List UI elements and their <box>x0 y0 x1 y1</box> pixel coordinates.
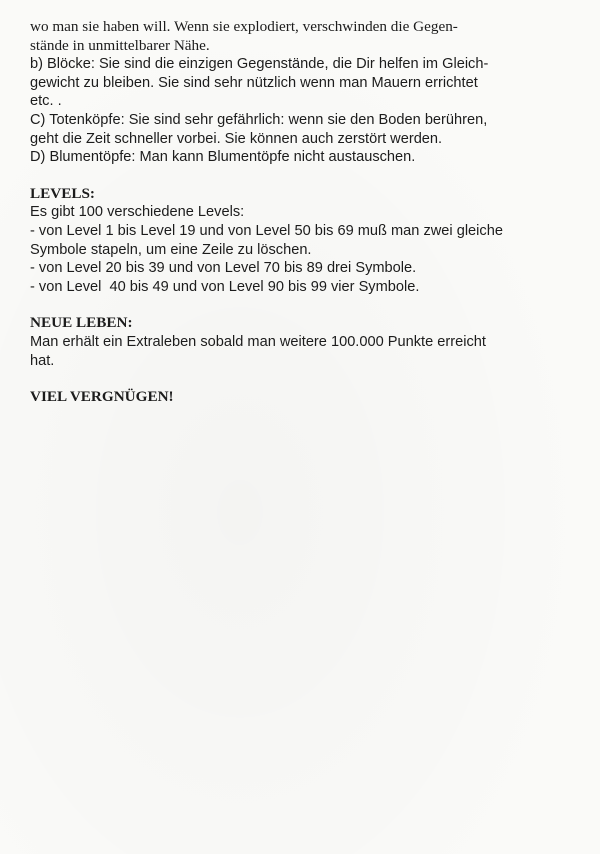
text-line: geht die Zeit schneller vorbei. Sie können auch zerstört werden. <box>30 130 443 147</box>
item-c-paragraph <box>30 111 590 148</box>
text-line: gewicht zu bleiben. Sie sind sehr nützlich wenn man Mauern errichtet <box>30 74 478 91</box>
spacer <box>30 370 590 388</box>
text-line: - von Level 20 bis 39 und von Level 70 bis 89 drei Symbole. <box>30 260 417 277</box>
text-line: - von Level 1 bis Level 19 und von Level 50 bis 69 muß man zwei gleiche <box>30 222 503 239</box>
text-line: D) Blumentöpfe: Man kann Blumentöpfe nicht austauschen. <box>30 149 416 166</box>
lives-section <box>30 314 590 370</box>
item-d-paragraph <box>30 148 590 167</box>
text-line: wo man sie haben will. Wenn sie explodiert, verschwinden die Gegen- <box>30 18 458 35</box>
spacer <box>30 296 590 314</box>
document-body <box>30 18 590 407</box>
text-line: C) Totenköpfe: Sie sind sehr gefährlich: wenn sie den Boden berühren, <box>30 111 488 128</box>
intro-paragraph <box>30 18 590 55</box>
text-line: stände in unmittelbarer Nähe. <box>30 36 210 54</box>
text-line: b) Blöcke: Sie sind die einzigen Gegenstände, die Dir helfen im Gleich- <box>30 56 489 73</box>
closing-heading: VIEL VERGNÜGEN! <box>30 388 174 406</box>
levels-heading: LEVELS: <box>30 184 95 202</box>
item-b-paragraph <box>30 55 590 111</box>
closing-section <box>30 388 590 407</box>
text-line: hat. <box>30 352 55 369</box>
spacer <box>30 167 590 185</box>
lives-heading: NEUE LEBEN: <box>30 314 133 332</box>
text-line: - von Level 40 bis 49 und von Level 90 bis 99 vier Symbole. <box>30 278 420 295</box>
text-line: Symbole stapeln, um eine Zeile zu löschen. <box>30 241 312 258</box>
text-line: etc. . <box>30 93 62 110</box>
text-line: Es gibt 100 verschiedene Levels: <box>30 204 245 221</box>
levels-section <box>30 185 590 297</box>
text-line: Man erhält ein Extraleben sobald man weitere 100.000 Punkte erreicht <box>30 333 486 350</box>
